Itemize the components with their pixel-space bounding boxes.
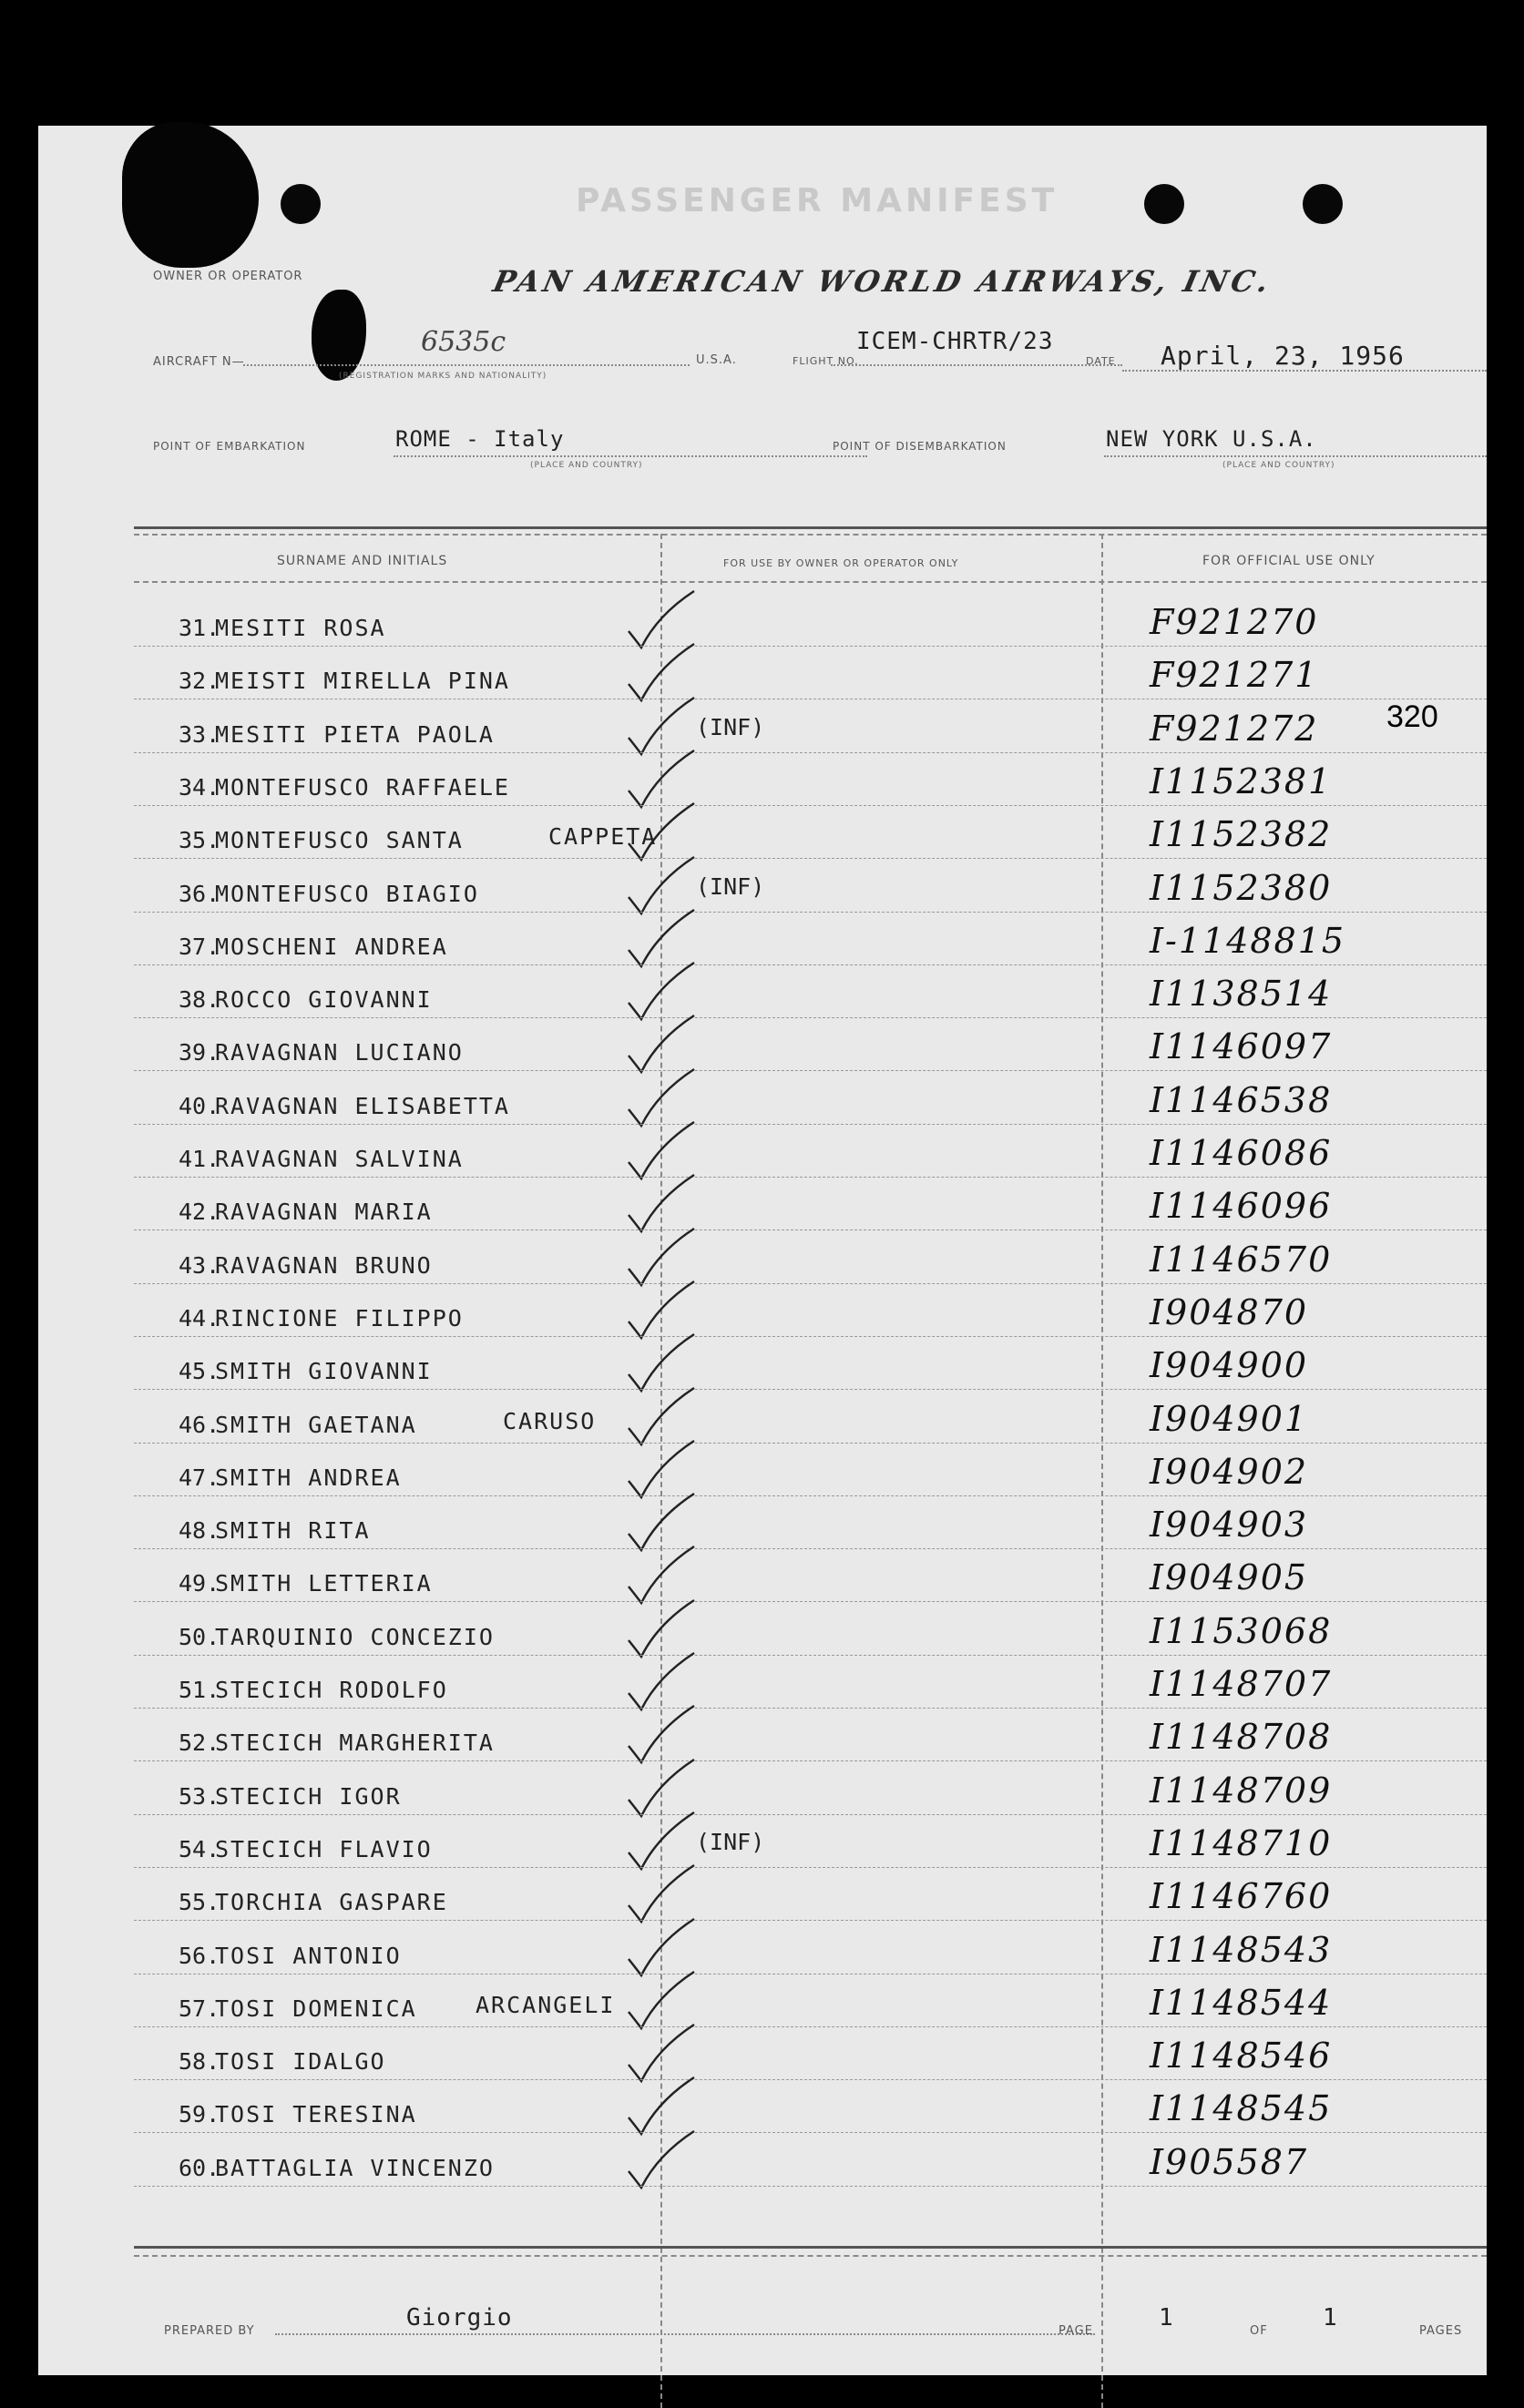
disembarkation-value: NEW YORK U.S.A. — [1106, 426, 1317, 452]
row-divider — [134, 646, 1487, 647]
row-divider — [134, 1655, 1487, 1656]
passenger-name: STECICH IGOR — [215, 1782, 402, 1810]
punch-hole — [1303, 184, 1343, 224]
passenger-name: MONTEFUSCO SANTA — [215, 827, 464, 854]
flight-label: FLIGHT NO. — [793, 355, 859, 367]
row-number: 54. — [179, 1835, 220, 1862]
owner-value: PAN AMERICAN WORLD AIRWAYS, INC. — [489, 264, 1275, 299]
registration-note: (REGISTRATION MARKS AND NATIONALITY) — [339, 372, 547, 381]
passenger-name: RAVAGNAN MARIA — [215, 1199, 433, 1226]
infant-note: (INF) — [696, 1828, 765, 1855]
passenger-name: ROCCO GIOVANNI — [215, 986, 433, 1014]
official-number: I1148708 — [1150, 1717, 1333, 1758]
row-number: 41. — [179, 1146, 220, 1172]
table-row — [38, 1610, 1487, 1666]
row-divider — [134, 1283, 1487, 1284]
of-value: 1 — [1323, 2304, 1338, 2331]
table-row — [38, 1929, 1487, 1985]
table-row — [38, 604, 1487, 657]
official-number: I1146086 — [1150, 1133, 1333, 1173]
column-header-surname: SURNAME AND INITIALS — [277, 554, 448, 568]
table-row — [38, 1398, 1487, 1454]
passenger-name: RINCIONE FILIPPO — [215, 1304, 464, 1332]
passenger-name: TARQUINIO CONCEZIO — [215, 1623, 495, 1650]
official-number: F921270 — [1150, 602, 1319, 642]
table-row — [38, 1559, 1487, 1612]
table-row — [38, 975, 1487, 1028]
embarkation-underline — [394, 455, 867, 457]
official-number: I1146097 — [1150, 1026, 1333, 1067]
maiden-name: CAPPETA — [548, 823, 658, 851]
table-top-rule-2 — [134, 534, 1487, 536]
passenger-name: TOSI TERESINA — [215, 2101, 417, 2128]
official-number: I1148707 — [1150, 1664, 1333, 1704]
row-divider — [134, 1070, 1487, 1071]
row-number: 40. — [179, 1092, 220, 1119]
stamp-number: 320 — [1386, 699, 1438, 734]
prepared-underline — [275, 2333, 1095, 2335]
passenger-name: MESITI ROSA — [215, 615, 386, 641]
official-number: I904870 — [1150, 1291, 1309, 1332]
pages-label: PAGES — [1419, 2324, 1463, 2338]
aircraft-value: 6535c — [421, 326, 506, 358]
row-divider — [134, 1336, 1487, 1337]
row-number: 46. — [179, 1411, 220, 1438]
prepared-by-value: Giorgio — [406, 2304, 513, 2331]
official-number: I905587 — [1150, 2141, 1309, 2182]
passenger-name: TOSI IDALGO — [215, 2048, 386, 2076]
page-label: PAGE — [1059, 2324, 1093, 2338]
passenger-name: TOSI ANTONIO — [215, 1942, 402, 1969]
passenger-name: SMITH GAETANA — [215, 1411, 417, 1438]
row-divider — [134, 1443, 1487, 1444]
disembarkation-label: POINT OF DISEMBARKATION — [833, 440, 1007, 453]
passenger-name: STECICH MARGHERITA — [215, 1729, 495, 1757]
table-row — [38, 816, 1487, 869]
row-divider — [134, 1601, 1487, 1602]
table-bottom-rule — [134, 2246, 1487, 2249]
table-row — [38, 1347, 1487, 1400]
row-divider — [134, 2026, 1487, 2027]
row-number: 42. — [179, 1199, 220, 1226]
passenger-name: RAVAGNAN ELISABETTA — [215, 1092, 510, 1119]
table-row — [38, 760, 1487, 816]
passenger-name: RAVAGNAN SALVINA — [215, 1146, 464, 1172]
passenger-name: TOSI DOMENICA — [215, 1995, 417, 2022]
passenger-name: SMITH LETTERIA — [215, 1570, 433, 1597]
embarkation-value: ROME - Italy — [395, 426, 565, 452]
passenger-name: STECICH RODOLFO — [215, 1677, 448, 1703]
passenger-name: MESITI PIETA PAOLA — [215, 720, 495, 748]
passenger-name: RAVAGNAN BRUNO — [215, 1251, 433, 1279]
official-number: I1146096 — [1150, 1186, 1333, 1227]
row-number: 51. — [179, 1677, 220, 1703]
table-row — [38, 2037, 1487, 2090]
table-row — [38, 1291, 1487, 1347]
row-divider — [134, 2132, 1487, 2133]
official-number: I1153068 — [1150, 1610, 1333, 1651]
row-number: 55. — [179, 1889, 220, 1916]
row-divider — [134, 805, 1487, 806]
page-value: 1 — [1159, 2304, 1174, 2331]
row-number: 48. — [179, 1517, 220, 1545]
official-number: I1146538 — [1150, 1079, 1333, 1120]
row-divider — [134, 1124, 1487, 1125]
official-number: F921272 — [1150, 708, 1319, 749]
infant-note: (INF) — [696, 872, 765, 900]
passenger-name: SMITH ANDREA — [215, 1464, 402, 1491]
row-number: 45. — [179, 1358, 220, 1385]
table-row — [38, 1028, 1487, 1081]
official-number: I904905 — [1150, 1557, 1309, 1598]
table-row — [38, 1451, 1487, 1506]
row-divider — [134, 964, 1487, 965]
column-header-owner-use: FOR USE BY OWNER OR OPERATOR ONLY — [723, 557, 959, 569]
passenger-name: MONTEFUSCO BIAGIO — [215, 880, 479, 907]
of-label: OF — [1250, 2324, 1268, 2338]
passenger-name: BATTAGLIA VINCENZO — [215, 2154, 495, 2181]
official-number: I904900 — [1150, 1345, 1309, 1386]
table-top-rule — [134, 526, 1487, 529]
table-row — [38, 2141, 1487, 2197]
row-number: 59. — [179, 2101, 220, 2128]
passenger-name: SMITH RITA — [215, 1517, 371, 1545]
row-divider — [134, 1814, 1487, 1815]
row-divider — [134, 1760, 1487, 1761]
table-row — [38, 2090, 1487, 2143]
table-row — [38, 920, 1487, 975]
date-value: April, 23, 1956 — [1161, 341, 1405, 371]
table-row — [38, 1719, 1487, 1771]
embarkation-label: POINT OF EMBARKATION — [153, 440, 306, 453]
table-row — [38, 1982, 1487, 2037]
embarkation-note: (PLACE AND COUNTRY) — [530, 461, 643, 470]
table-row — [38, 1135, 1487, 1188]
aircraft-underline — [243, 364, 690, 366]
row-divider — [134, 1495, 1487, 1496]
row-number: 49. — [179, 1570, 220, 1597]
usa-label: U.S.A. — [696, 353, 737, 367]
official-number: I1152380 — [1150, 867, 1333, 908]
official-number: I1148544 — [1150, 1982, 1333, 2023]
disembarkation-note: (PLACE AND COUNTRY) — [1222, 461, 1335, 470]
row-number: 34. — [179, 773, 220, 801]
row-number: 35. — [179, 827, 220, 854]
table-row — [38, 867, 1487, 923]
official-number: I904901 — [1150, 1398, 1309, 1439]
table-bottom-rule-2 — [134, 2255, 1487, 2257]
column-header-official-use: FOR OFFICIAL USE ONLY — [1202, 554, 1376, 568]
table-row — [38, 1079, 1487, 1135]
row-divider — [134, 858, 1487, 859]
row-number: 53. — [179, 1782, 220, 1810]
row-divider — [134, 1708, 1487, 1709]
ink-blot — [122, 122, 259, 268]
prepared-by-label: PREPARED BY — [164, 2324, 255, 2338]
row-number: 56. — [179, 1942, 220, 1969]
maiden-name: CARUSO — [503, 1407, 597, 1434]
official-number: I1148709 — [1150, 1770, 1333, 1811]
table-row — [38, 657, 1487, 709]
row-divider — [134, 1920, 1487, 1921]
maiden-name: ARCANGELI — [476, 1991, 616, 2018]
official-number: I1152382 — [1150, 814, 1333, 855]
official-number: I1148546 — [1150, 2036, 1333, 2076]
row-number: 32. — [179, 668, 220, 695]
row-divider — [134, 912, 1487, 913]
row-divider — [134, 1177, 1487, 1178]
flight-underline — [831, 364, 1122, 366]
official-number: F921271 — [1150, 655, 1319, 696]
row-divider — [134, 1548, 1487, 1549]
infant-note: (INF) — [696, 713, 765, 740]
table-row — [38, 1506, 1487, 1559]
row-number: 33. — [179, 720, 220, 748]
punch-hole — [281, 184, 321, 224]
row-divider — [134, 752, 1487, 753]
owner-label: OWNER OR OPERATOR — [153, 270, 303, 283]
official-number: I-1148815 — [1150, 920, 1346, 961]
row-number: 58. — [179, 2048, 220, 2076]
passenger-name: MONTEFUSCO RAFFAELE — [215, 773, 510, 801]
passenger-name: TORCHIA GASPARE — [215, 1889, 448, 1916]
official-number: I1148710 — [1150, 1822, 1333, 1863]
official-number: I1152381 — [1150, 760, 1333, 801]
flight-value: ICEM-CHRTR/23 — [856, 328, 1054, 355]
official-number: I904903 — [1150, 1505, 1309, 1546]
date-label: DATE — [1086, 355, 1116, 367]
row-number: 39. — [179, 1039, 220, 1066]
row-divider — [134, 1389, 1487, 1390]
passenger-name: RAVAGNAN LUCIANO — [215, 1039, 464, 1066]
row-number: 57. — [179, 1995, 220, 2022]
row-number: 36. — [179, 880, 220, 907]
table-row — [38, 1241, 1487, 1294]
table-header-rule — [134, 581, 1487, 583]
row-number: 43. — [179, 1251, 220, 1279]
official-number: I904902 — [1150, 1451, 1309, 1492]
row-number: 47. — [179, 1464, 220, 1491]
table-row — [38, 1188, 1487, 1240]
passenger-name: MOSCHENI ANDREA — [215, 933, 448, 960]
date-underline — [1122, 370, 1487, 372]
official-number: I1148545 — [1150, 2088, 1333, 2129]
manifest-sheet — [38, 126, 1487, 2375]
row-number: 37. — [179, 933, 220, 960]
row-number: 50. — [179, 1623, 220, 1650]
table-row — [38, 1772, 1487, 1825]
table-row — [38, 1822, 1487, 1878]
aircraft-label: AIRCRAFT N— — [153, 355, 245, 369]
disembarkation-underline — [1104, 455, 1487, 457]
official-number: I1138514 — [1150, 974, 1333, 1015]
row-number: 60. — [179, 2154, 220, 2181]
row-divider — [134, 1017, 1487, 1018]
form-title: PASSENGER MANIFEST — [576, 182, 1059, 219]
row-divider — [134, 1867, 1487, 1868]
table-row — [38, 1666, 1487, 1719]
row-number: 44. — [179, 1304, 220, 1332]
row-number: 38. — [179, 986, 220, 1014]
official-number: I1146570 — [1150, 1239, 1333, 1280]
punch-hole — [1144, 184, 1184, 224]
row-number: 52. — [179, 1729, 220, 1757]
table-row — [38, 1878, 1487, 1931]
passenger-name: STECICH FLAVIO — [215, 1835, 433, 1862]
table-row — [38, 710, 1487, 763]
row-divider — [134, 2079, 1487, 2080]
official-number: I1146760 — [1150, 1876, 1333, 1917]
passenger-name: SMITH GIOVANNI — [215, 1358, 433, 1385]
passenger-name: MEISTI MIRELLA PINA — [215, 668, 510, 695]
official-number: I1148543 — [1150, 1929, 1333, 1970]
row-divider — [134, 2186, 1487, 2187]
ink-blot — [312, 290, 366, 381]
row-number: 31. — [179, 615, 220, 641]
check-mark-icon — [621, 2127, 703, 2191]
